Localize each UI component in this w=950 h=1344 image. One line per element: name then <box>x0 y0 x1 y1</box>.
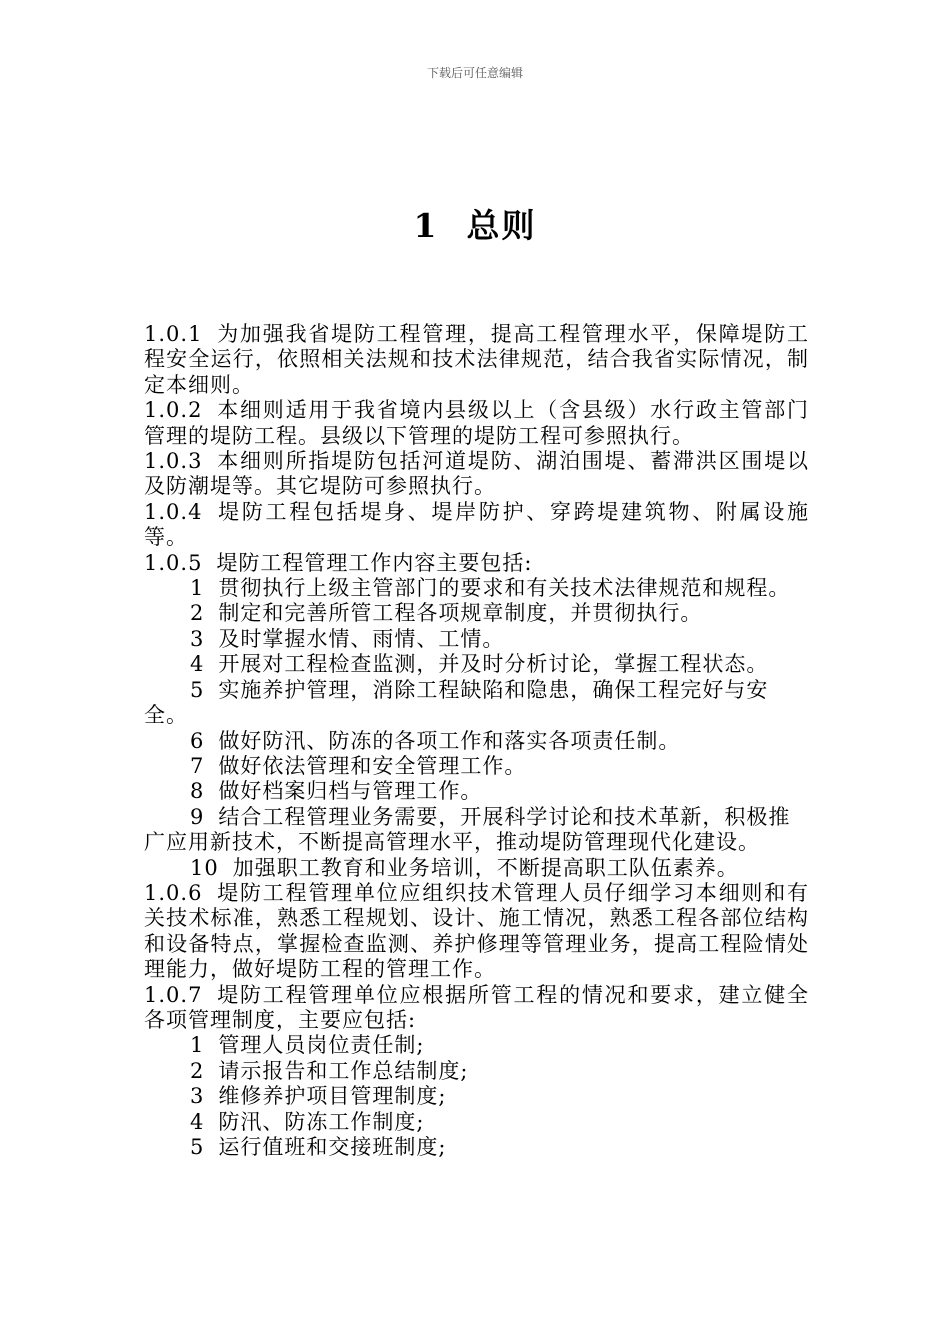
list-item-text: 做好档案归档与管理工作。 <box>218 779 483 804</box>
list-item-index: 6 <box>190 728 205 753</box>
list-item <box>144 627 809 652</box>
list-item-index: 4 <box>190 652 205 677</box>
list-item-text: 防汛、防冻工作制度; <box>218 1109 425 1134</box>
list-item-index: 3 <box>190 626 205 651</box>
clause-text: 堤防工程管理单位应根据所管工程的情况和要求，建立健全各项管理制度，主要应包括: <box>144 982 809 1032</box>
clause-text: 本细则所指堤防包括河道堤防、湖泊围堤、蓄滞洪区围堤以及防潮堤等。其它堤防可参照执行。 <box>144 449 809 499</box>
clause-number: 1.0.5 <box>144 550 203 575</box>
chapter-title <box>0 200 950 247</box>
list-item-text: 请示报告和工作总结制度; <box>218 1058 469 1083</box>
list-item-index: 3 <box>190 1084 205 1109</box>
clause-1-0-2 <box>144 398 809 449</box>
clause-text: 堤防工程包括堤身、堤岸防护、穿跨堤建筑物、附属设施等。 <box>144 499 809 550</box>
list-item-index: 1 <box>190 576 205 601</box>
chapter-number: 1 <box>413 206 439 245</box>
list-item-text: 制定和完善所管工程各项规章制度，并贯彻执行。 <box>218 601 703 626</box>
list-item <box>144 779 809 804</box>
clause-1-0-6 <box>144 881 809 983</box>
list-item-text: 开展对工程检查监测，并及时分析讨论，掌握工程状态。 <box>218 652 769 677</box>
list-item <box>144 856 809 881</box>
clause-text: 堤防工程管理单位应组织技术管理人员仔细学习本细则和有关技术标准，熟悉工程规划、设计、施工情况，熟悉工程各部位结构和设备特点，掌握检查监测、养护修理等管理业务，提高工程险情处理能力，做好堤防工程的管理工作。 <box>144 880 809 982</box>
list-item <box>144 678 809 729</box>
clause-number: 1.0.1 <box>144 322 203 346</box>
list-item-index: 5 <box>190 1135 205 1159</box>
list-item <box>144 576 809 601</box>
clause-text: 本细则适用于我省境内县级以上（含县级）水行政主管部门管理的堤防工程。县级以下管理的堤防工程可参照执行。 <box>144 398 809 448</box>
clause-number: 1.0.4 <box>144 499 203 524</box>
clause-number: 1.0.3 <box>144 449 203 474</box>
chapter-title-text: 总则 <box>466 206 537 245</box>
list-item-index: 5 <box>190 677 205 702</box>
list-item <box>144 1059 809 1084</box>
list-item-text: 贯彻执行上级主管部门的要求和有关技术法律规范和规程。 <box>218 576 791 601</box>
list-item-index: 9 <box>190 804 205 829</box>
list-item-index: 1 <box>190 1033 205 1058</box>
list-item-index: 2 <box>190 601 205 626</box>
clause-text: 为加强我省堤防工程管理，提高工程管理水平，保障堤防工程安全运行，依照相关法规和技术法律规范，结合我省实际情况，制定本细则。 <box>144 322 809 397</box>
list-item <box>144 729 809 754</box>
clause-number: 1.0.6 <box>144 880 203 905</box>
clause-number: 1.0.7 <box>144 982 203 1007</box>
clause-1-0-4 <box>144 500 809 551</box>
clause-1-0-5 <box>144 551 809 576</box>
list-item-text: 做好防汛、防冻的各项工作和落实各项责任制。 <box>218 728 681 753</box>
list-item <box>144 652 809 677</box>
clause-1-0-7 <box>144 983 809 1034</box>
list-item-text: 运行值班和交接班制度; <box>218 1135 447 1159</box>
clause-1-0-1 <box>144 322 809 398</box>
list-item-text: 管理人员岗位责任制; <box>218 1033 425 1058</box>
list-item-index: 7 <box>190 753 205 778</box>
list-item-index: 8 <box>190 779 205 804</box>
list-item-text: 实施养护管理，消除工程缺陷和隐患，确保工程完好与安全。 <box>144 677 769 728</box>
list-item-index: 2 <box>190 1058 205 1083</box>
list-item <box>144 601 809 626</box>
list-item-text: 及时掌握水情、雨情、工情。 <box>218 626 505 651</box>
list-item-text: 维修养护项目管理制度; <box>218 1084 447 1109</box>
list-item <box>144 1110 809 1135</box>
list-item-index: 10 <box>190 855 219 880</box>
list-item <box>144 1084 809 1109</box>
list-item-text: 结合工程管理业务需要，开展科学讨论和技术革新，积极推广应用新技术，不断提高管理水平，推动堤防管理现代化建设。 <box>144 804 791 855</box>
clause-number: 1.0.2 <box>144 398 203 423</box>
list-item-text: 加强职工教育和业务培训，不断提高职工队伍素养。 <box>232 855 739 880</box>
list-item <box>144 805 809 856</box>
list-item <box>144 1135 809 1160</box>
clause-1-0-3 <box>144 449 809 500</box>
list-item <box>144 1033 809 1058</box>
list-item-text: 做好依法管理和安全管理工作。 <box>218 753 527 778</box>
clause-text: 堤防工程管理工作内容主要包括: <box>216 550 533 575</box>
page-header-note: 下载后可任意编辑 <box>426 66 523 80</box>
list-item-index: 4 <box>190 1109 205 1134</box>
list-item <box>144 754 809 779</box>
document-body <box>144 322 809 1160</box>
